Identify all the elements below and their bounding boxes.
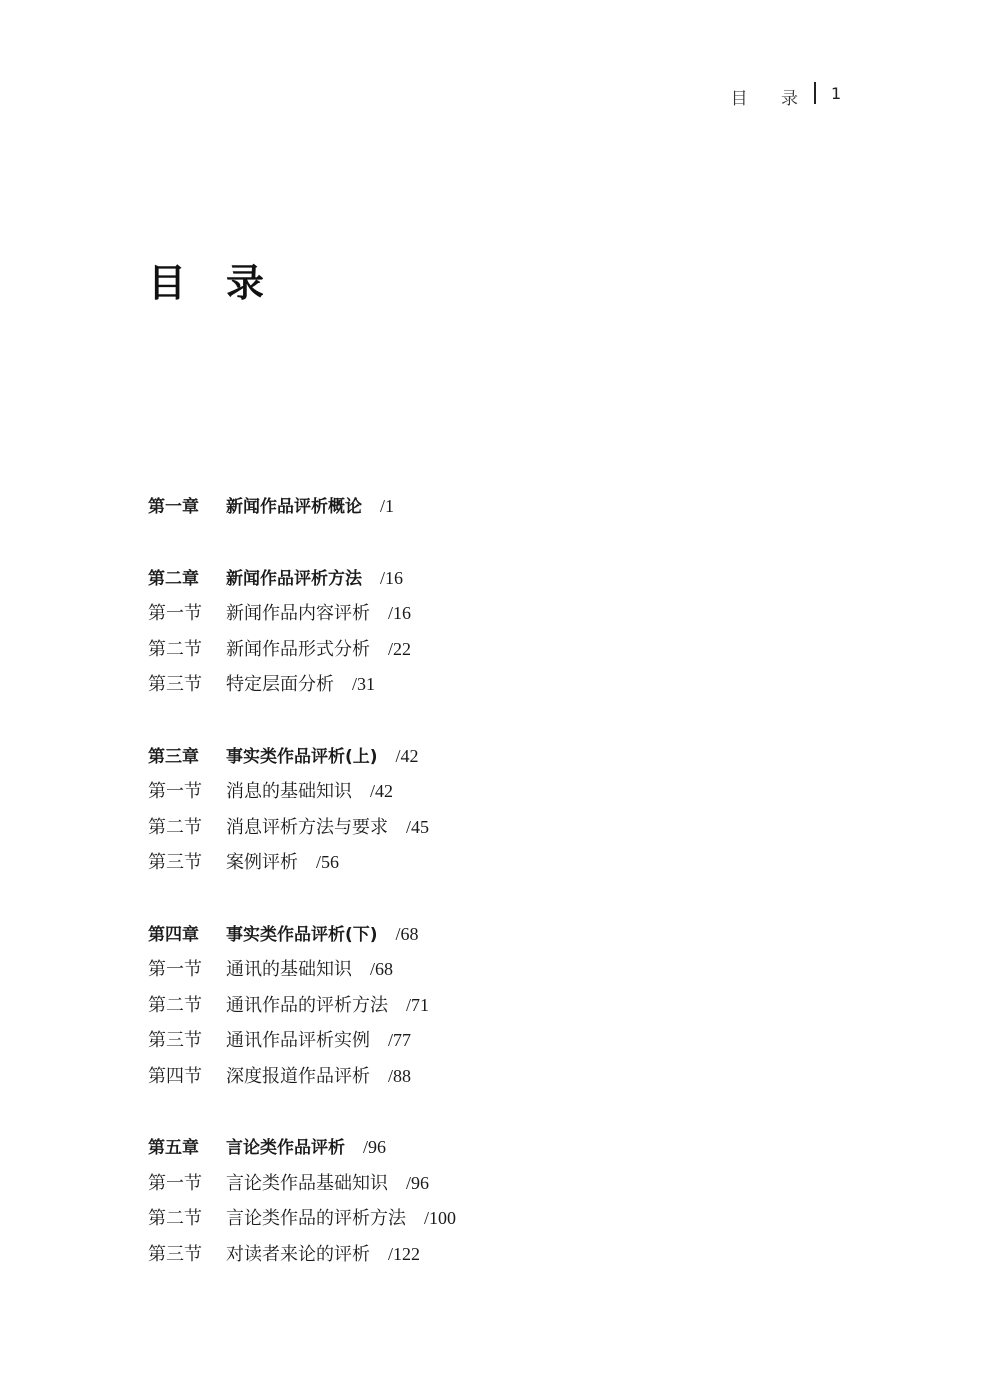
entry-label: 第三节 <box>148 852 202 873</box>
entry-title: 新闻作品形式分析 <box>226 638 370 660</box>
toc-section-entry[interactable] <box>148 1201 908 1237</box>
toc-section-entry[interactable] <box>148 810 908 846</box>
entry-page-number: /56 <box>316 852 340 872</box>
entry-page-number: /71 <box>406 994 430 1015</box>
entry-label: 第五章 <box>148 1138 199 1158</box>
toc-chapter-group <box>148 917 908 1095</box>
entry-title: 新闻作品内容评析 <box>226 603 370 624</box>
entry-label: 第三节 <box>148 674 202 695</box>
running-header-title: 目 录 <box>730 89 812 109</box>
entry-label: 第二节 <box>148 1208 202 1229</box>
entry-title: 消息的基础知识 <box>226 781 352 802</box>
entry-label: 第四节 <box>148 1065 202 1087</box>
entry-page-number: /1 <box>380 496 395 516</box>
entry-label: 第三节 <box>148 1243 202 1265</box>
entry-title: 通讯作品的评析方法 <box>226 994 388 1016</box>
entry-page-number: /96 <box>363 1137 387 1157</box>
toc-section-entry[interactable] <box>148 596 908 632</box>
table-of-contents <box>148 489 908 1308</box>
entry-page-number: /68 <box>395 923 419 944</box>
entry-title: 通讯的基础知识 <box>226 959 352 980</box>
toc-section-entry[interactable] <box>148 632 908 668</box>
toc-section-entry[interactable] <box>148 1237 908 1273</box>
toc-section-entry[interactable] <box>148 845 908 881</box>
entry-page-number: /42 <box>370 781 394 801</box>
entry-page-number: /45 <box>406 816 430 837</box>
entry-title: 深度报道作品评析 <box>226 1065 370 1087</box>
page-title: 目录 <box>148 261 305 305</box>
entry-label: 第二章 <box>148 568 199 589</box>
entry-label: 第四章 <box>148 924 199 945</box>
entry-title: 通讯作品评析实例 <box>226 1030 370 1051</box>
entry-title: 新闻作品评析概论 <box>226 497 362 517</box>
toc-chapter-group <box>148 561 908 703</box>
entry-title: 特定层面分析 <box>226 674 334 695</box>
entry-label: 第一节 <box>148 603 202 624</box>
toc-chapter-entry[interactable] <box>148 739 908 775</box>
running-header-divider <box>814 82 816 104</box>
entry-label: 第三节 <box>148 1030 202 1051</box>
toc-section-entry[interactable] <box>148 1059 908 1095</box>
toc-section-entry[interactable] <box>148 1166 908 1202</box>
entry-page-number: /31 <box>352 674 376 694</box>
entry-title: 新闻作品评析方法 <box>226 568 362 589</box>
entry-page-number: /42 <box>395 745 419 766</box>
entry-label: 第二节 <box>148 816 202 838</box>
toc-section-entry[interactable] <box>148 774 908 810</box>
entry-page-number: /96 <box>406 1172 430 1193</box>
entry-page-number: /68 <box>370 959 394 979</box>
entry-page-number: /22 <box>388 638 412 659</box>
entry-page-number: /88 <box>388 1065 412 1086</box>
toc-section-entry[interactable] <box>148 667 908 703</box>
entry-title: 事实类作品评析(上) <box>226 746 378 767</box>
toc-chapter-entry[interactable] <box>148 561 908 597</box>
entry-label: 第一节 <box>148 781 202 802</box>
running-header <box>730 82 870 108</box>
entry-title: 对读者来论的评析 <box>226 1243 370 1265</box>
entry-title: 言论类作品基础知识 <box>226 1172 388 1194</box>
entry-label: 第二节 <box>148 638 202 660</box>
entry-page-number: /100 <box>424 1208 457 1228</box>
entry-page-number: /16 <box>380 567 404 588</box>
entry-page-number: /16 <box>388 603 412 623</box>
entry-title: 事实类作品评析(下) <box>226 924 378 945</box>
entry-page-number: /77 <box>388 1030 412 1050</box>
toc-chapter-group <box>148 739 908 881</box>
toc-section-entry[interactable] <box>148 952 908 988</box>
toc-chapter-entry[interactable] <box>148 489 908 525</box>
entry-title: 言论类作品的评析方法 <box>226 1208 406 1229</box>
entry-label: 第一节 <box>148 1172 202 1194</box>
toc-chapter-group <box>148 489 908 525</box>
toc-chapter-entry[interactable] <box>148 917 908 953</box>
entry-title: 案例评析 <box>226 852 298 873</box>
entry-title: 言论类作品评析 <box>226 1138 345 1158</box>
entry-page-number: /122 <box>388 1243 421 1264</box>
entry-label: 第二节 <box>148 994 202 1016</box>
toc-chapter-group <box>148 1130 908 1272</box>
page-number: 1 <box>831 84 842 103</box>
entry-label: 第一节 <box>148 959 202 980</box>
toc-section-entry[interactable] <box>148 1023 908 1059</box>
entry-label: 第三章 <box>148 746 199 767</box>
toc-section-entry[interactable] <box>148 988 908 1024</box>
entry-title: 消息评析方法与要求 <box>226 816 388 838</box>
toc-chapter-entry[interactable] <box>148 1130 908 1166</box>
entry-label: 第一章 <box>148 497 199 517</box>
